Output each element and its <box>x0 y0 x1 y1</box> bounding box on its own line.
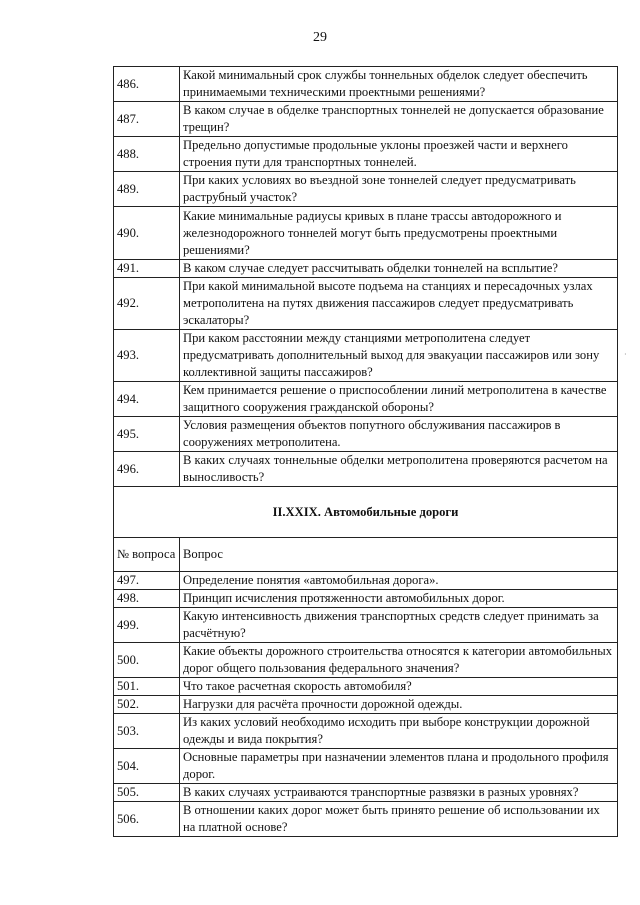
question-number: 495. <box>114 417 180 452</box>
question-text: Основные параметры при назначении элементов плана и продольного профиля дорог. <box>180 749 618 784</box>
question-number: 488. <box>114 137 180 172</box>
table-row <box>114 417 618 452</box>
table-row <box>114 172 618 207</box>
question-text: Предельно допустимые продольные уклоны проезжей части и верхнего строения пути для транспортных тоннелей. <box>180 137 618 172</box>
question-text: В каком случае следует рассчитывать обделки тоннелей на всплытие? <box>180 260 618 278</box>
question-number: 500. <box>114 643 180 678</box>
column-header-number: № вопроса <box>114 538 180 572</box>
question-text: В каких случаях тоннельные обделки метрополитена проверяются расчетом на выносливость? <box>180 452 618 487</box>
table-header-row <box>114 538 618 572</box>
question-number: 504. <box>114 749 180 784</box>
table-row <box>114 784 618 802</box>
question-number: 490. <box>114 207 180 260</box>
question-text: Какой минимальный срок службы тоннельных обделок следует обеспечить принимаемыми техническими проектными решениями? <box>180 67 618 102</box>
margin-mark: · <box>624 350 627 359</box>
question-text: Какую интенсивность движения транспортных средств следует принимать за расчётную? <box>180 608 618 643</box>
question-text: Нагрузки для расчёта прочности дорожной одежды. <box>180 696 618 714</box>
table-row <box>114 749 618 784</box>
table-row <box>114 452 618 487</box>
question-number: 505. <box>114 784 180 802</box>
question-text: При каком расстоянии между станциями метрополитена следует предусматривать дополнительный выход для эвакуации пассажиров или зону коллективной защиты пассажиров? <box>180 330 618 382</box>
question-text: Из каких условий необходимо исходить при выборе конструкции дорожной одежды и вида покрытия? <box>180 714 618 749</box>
question-number: 494. <box>114 382 180 417</box>
table-row <box>114 330 618 382</box>
question-number: 492. <box>114 278 180 330</box>
table-row <box>114 102 618 137</box>
question-number: 502. <box>114 696 180 714</box>
table-row <box>114 207 618 260</box>
table-row <box>114 572 618 590</box>
question-text: При каких условиях во въездной зоне тоннелей следует предусматривать раструбный участок? <box>180 172 618 207</box>
table-row <box>114 382 618 417</box>
question-text: Какие минимальные радиусы кривых в плане трассы автодорожного и железнодорожного тоннелей могут быть предусмотрены проектными решениями? <box>180 207 618 260</box>
page-number: 29 <box>313 30 327 45</box>
section-title: II.XXIX. Автомобильные дороги <box>114 487 618 538</box>
question-text: В отношении каких дорог может быть принято решение об использовании их на платной основе? <box>180 802 618 837</box>
table-row <box>114 802 618 837</box>
question-number: 493. <box>114 330 180 382</box>
table-row <box>114 137 618 172</box>
question-text: Условия размещения объектов попутного обслуживания пассажиров в сооружениях метрополитена. <box>180 417 618 452</box>
table-row <box>114 278 618 330</box>
question-text: Принцип исчисления протяженности автомобильных дорог. <box>180 590 618 608</box>
question-number: 506. <box>114 802 180 837</box>
section-row <box>114 487 618 538</box>
table-row <box>114 678 618 696</box>
question-text: Какие объекты дорожного строительства относятся к категории автомобильных дорог общего пользования федерального значения? <box>180 643 618 678</box>
question-number: 503. <box>114 714 180 749</box>
question-number: 486. <box>114 67 180 102</box>
table-row <box>114 67 618 102</box>
question-number: 501. <box>114 678 180 696</box>
question-number: 499. <box>114 608 180 643</box>
table-row <box>114 608 618 643</box>
question-text: При какой минимальной высоте подъема на станциях и пересадочных узлах метрополитена на путях движения пассажиров следует предусматривать эскалаторы? <box>180 278 618 330</box>
table-row <box>114 260 618 278</box>
question-number: 496. <box>114 452 180 487</box>
question-number: 487. <box>114 102 180 137</box>
questions-table <box>113 66 618 837</box>
question-number: 498. <box>114 590 180 608</box>
table-row <box>114 643 618 678</box>
table-row <box>114 696 618 714</box>
question-text: В каком случае в обделке транспортных тоннелей не допускается образование трещин? <box>180 102 618 137</box>
table-row <box>114 714 618 749</box>
question-text: В каких случаях устраиваются транспортные развязки в разных уровнях? <box>180 784 618 802</box>
question-number: 491. <box>114 260 180 278</box>
question-number: 489. <box>114 172 180 207</box>
question-text: Кем принимается решение о приспособлении линий метрополитена в качестве защитного сооружения гражданской обороны? <box>180 382 618 417</box>
question-number: 497. <box>114 572 180 590</box>
question-text: Что такое расчетная скорость автомобиля? <box>180 678 618 696</box>
question-text: Определение понятия «автомобильная дорога». <box>180 572 618 590</box>
table-row <box>114 590 618 608</box>
column-header-question: Вопрос <box>180 538 618 572</box>
